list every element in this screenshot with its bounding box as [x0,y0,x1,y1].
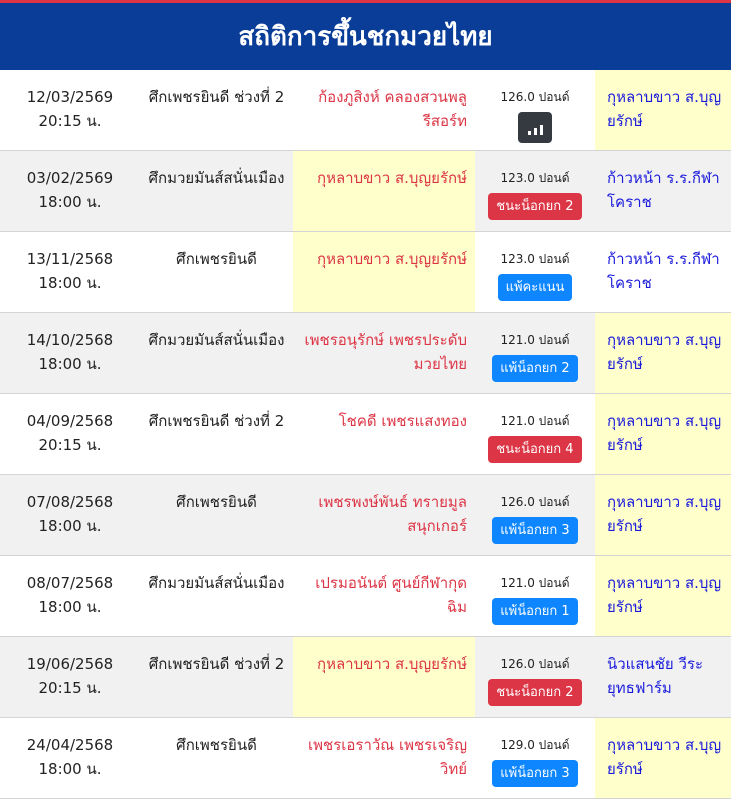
fight-row [0,151,731,232]
fight-row [0,70,731,151]
result-slot [488,433,581,463]
weight-result-cell [475,313,595,393]
weight-result-cell [475,718,595,798]
result-slot [518,109,552,143]
event-name: ศึกเพชรยินดี [176,493,257,511]
fight-time: 18:00 น. [38,193,102,211]
fight-row [0,475,731,556]
fight-date: 04/09/2568 [26,412,114,430]
fight-date-cell [0,70,140,150]
red-corner-fighter[interactable]: เพชรอนุรักษ์ เพชรประดับมวยไทย [304,331,467,373]
fight-time: 18:00 น. [38,598,102,616]
bar-chart-icon[interactable] [518,112,552,143]
red-corner-fighter[interactable]: กุหลาบขาว ส.บุญยรักษ์ [293,637,475,717]
fight-date-cell [0,475,140,555]
weight-result-cell [475,556,595,636]
fight-date: 19/06/2568 [26,655,114,673]
event-name: ศึกเพชรยินดี ช่วงที่ 2 [148,412,285,430]
red-corner-fighter[interactable]: เปรมอนันต์ ศูนย์กีฬากุดฉิม [315,574,467,616]
fight-weight: 121.0 ปอนด์ [500,414,570,428]
weight-result-cell [475,637,595,717]
fight-date: 07/08/2568 [26,493,114,511]
result-badge[interactable]: แพ้น็อกยก 3 [492,517,577,544]
fight-date-cell [0,151,140,231]
event-name: ศึกเพชรยินดี [176,736,257,754]
weight-result-cell [475,475,595,555]
red-corner-fighter[interactable]: เพชรพงษ์พันธ์ ทรายมูลสนุกเกอร์ [318,493,467,535]
result-badge[interactable]: ชนะน็อกยก 2 [488,679,581,706]
fight-date-cell [0,637,140,717]
result-slot [492,352,577,382]
result-badge[interactable]: ชนะน็อกยก 4 [488,436,581,463]
fight-date: 24/04/2568 [26,736,114,754]
page-title: สถิติการขึ้นชกมวยไทย [238,22,493,52]
red-corner-fighter[interactable]: เพชรเอราวัณ เพชรเจริญวิทย์ [308,736,467,778]
blue-corner-fighter[interactable]: ก้าวหน้า ร.ร.กีฬาโคราช [607,169,720,211]
fight-time: 20:15 น. [38,112,102,130]
fight-weight: 129.0 ปอนด์ [500,738,570,752]
result-badge[interactable]: แพ้น็อกยก 3 [492,760,577,787]
fight-row [0,556,731,637]
fight-time: 20:15 น. [38,679,102,697]
fight-time: 18:00 น. [38,517,102,535]
result-badge[interactable]: แพ้น็อกยก 1 [492,598,577,625]
fight-weight: 121.0 ปอนด์ [500,576,570,590]
fight-date: 03/02/2569 [26,169,114,187]
fight-date-cell [0,718,140,798]
fight-weight: 126.0 ปอนด์ [500,657,570,671]
blue-corner-fighter[interactable]: ก้าวหน้า ร.ร.กีฬาโคราช [607,250,720,292]
event-name: ศึกมวยมันส์สนั่นเมือง [148,331,285,349]
weight-result-cell [475,70,595,150]
result-badge[interactable]: ชนะน็อกยก 2 [488,193,581,220]
weight-result-cell [475,151,595,231]
result-slot [492,757,577,787]
weight-result-cell [475,232,595,312]
fight-time: 18:00 น. [38,274,102,292]
event-name: ศึกมวยมันส์สนั่นเมือง [148,574,285,592]
blue-corner-fighter[interactable]: กุหลาบขาว ส.บุญยรักษ์ [595,313,731,393]
blue-corner-fighter[interactable]: นิวแสนชัย วีระยุทธฟาร์ม [607,655,704,697]
fight-weight: 123.0 ปอนด์ [500,252,570,266]
weight-result-cell [475,394,595,474]
result-slot [492,595,577,625]
fight-row [0,313,731,394]
result-badge[interactable]: แพ้น็อกยก 2 [492,355,577,382]
fight-date-cell [0,556,140,636]
event-name: ศึกเพชรยินดี [176,250,257,268]
blue-corner-fighter[interactable]: กุหลาบขาว ส.บุญยรักษ์ [595,394,731,474]
blue-corner-fighter[interactable]: กุหลาบขาว ส.บุญยรักษ์ [595,70,731,150]
fight-row [0,637,731,718]
fight-row [0,718,731,799]
blue-corner-fighter[interactable]: กุหลาบขาว ส.บุญยรักษ์ [595,556,731,636]
fight-date: 13/11/2568 [26,250,114,268]
blue-corner-fighter[interactable]: กุหลาบขาว ส.บุญยรักษ์ [595,718,731,798]
red-corner-fighter[interactable]: กุหลาบขาว ส.บุญยรักษ์ [293,232,475,312]
fight-weight: 126.0 ปอนด์ [500,90,570,104]
fight-weight: 121.0 ปอนด์ [500,333,570,347]
result-slot [498,271,573,301]
fight-history-table [0,70,731,799]
fight-row [0,394,731,475]
result-slot [488,190,581,220]
fight-weight: 123.0 ปอนด์ [500,171,570,185]
result-slot [488,676,581,706]
red-corner-fighter[interactable]: ก้องภูสิงห์ คลองสวนพลู รีสอร์ท [318,88,467,130]
blue-corner-fighter[interactable]: กุหลาบขาว ส.บุญยรักษ์ [595,475,731,555]
fight-time: 20:15 น. [38,436,102,454]
fight-date: 12/03/2569 [26,88,114,106]
event-name: ศึกเพชรยินดี ช่วงที่ 2 [148,655,285,673]
fight-date-cell [0,232,140,312]
fight-date-cell [0,313,140,393]
fight-date: 08/07/2568 [26,574,114,592]
fight-weight: 126.0 ปอนด์ [500,495,570,509]
fight-date-cell [0,394,140,474]
event-name: ศึกเพชรยินดี ช่วงที่ 2 [148,88,285,106]
result-slot [492,514,577,544]
page-header [0,3,731,70]
red-corner-fighter[interactable]: โชคดี เพชรแสงทอง [338,412,467,430]
red-corner-fighter[interactable]: กุหลาบขาว ส.บุญยรักษ์ [293,151,475,231]
fight-time: 18:00 น. [38,760,102,778]
fight-row [0,232,731,313]
event-name: ศึกมวยมันส์สนั่นเมือง [148,169,285,187]
fight-date: 14/10/2568 [26,331,114,349]
fight-time: 18:00 น. [38,355,102,373]
result-badge[interactable]: แพ้คะแนน [498,274,573,301]
